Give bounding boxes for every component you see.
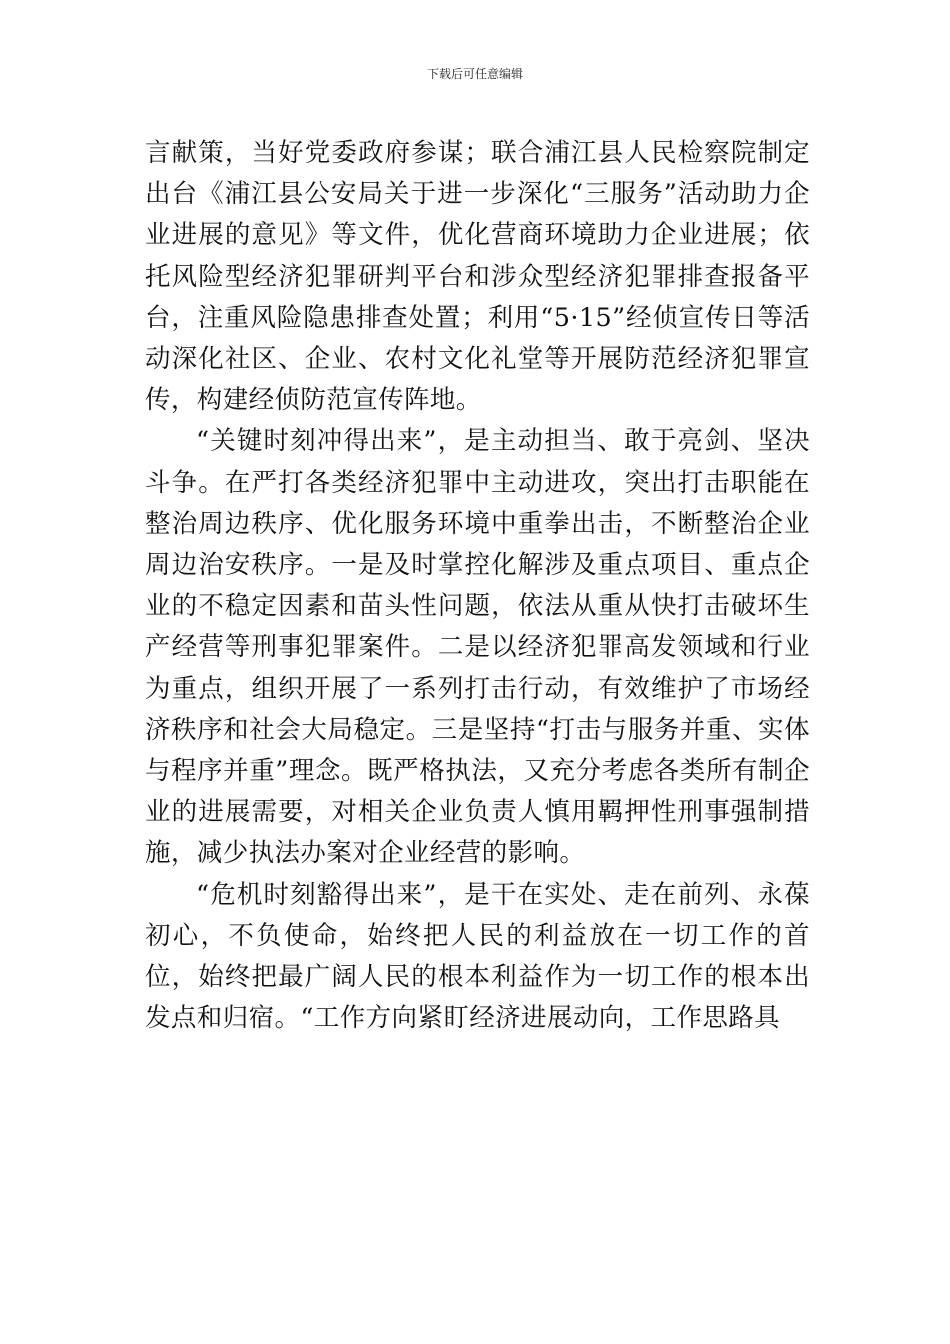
paragraph-3: “危机时刻豁得出来”，是干在实处、走在前列、永葆初心，不负使命，始终把人民的利益放在一切工作的首位，始终把最广阔人民的根本利益作为一切工作的根本出发点和归宿。“工作方向紧盯经济进展动向，工作思路具 — [145, 879, 810, 1034]
paragraph-1: 言献策，当好党委政府参谋；联合浦江县人民检察院制定出台《浦江县公安局关于进一步深化“三服务”活动助力企业进展的意见》等文件，优化营商环境助力企业进展；依托风险型经济犯罪研判平台和涉众型经济犯罪排查报备平台，注重风险隐患排查处置；利用“5·15”经侦宣传日等活动深化社区、企业、农村文化礼堂等开展防范经济犯罪宣传，构建经侦防范宣传阵地。 — [145, 138, 810, 416]
document-body — [145, 133, 810, 1039]
paragraph-2: “关键时刻冲得出来”，是主动担当、敢于亮剑、坚决斗争。在严打各类经济犯罪中主动进攻，突出打击职能在整治周边秩序、优化服务环境中重拳出击，不断整治企业周边治安秩序。一是及时掌控化解涉及重点项目、重点企业的不稳定因素和苗头性问题，依法从重从快打击破坏生产经营等刑事犯罪案件。二是以经济犯罪高发领域和行业为重点，组织开展了一系列打击行动，有效维护了市场经济秩序和社会大局稳定。三是坚持“打击与服务并重、实体与程序并重”理念。既严格执法，又充分考虑各类所有制企业的进展需要，对相关企业负责人慎用羁押性刑事强制措施，减少执法办案对企业经营的影响。 — [145, 426, 810, 869]
page-header: 下载后可任意编辑 — [426, 67, 523, 81]
